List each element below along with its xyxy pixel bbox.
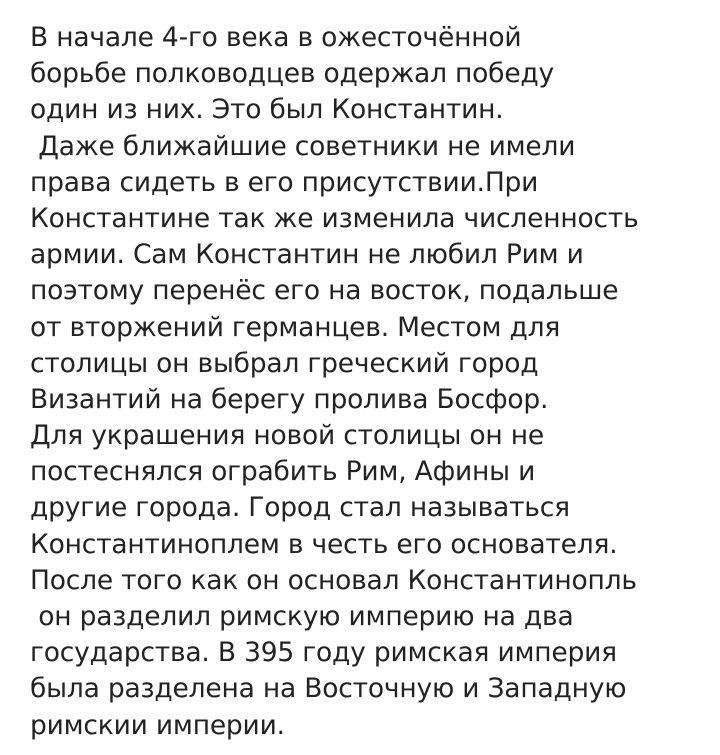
text-line: После того как он основал Константинопль bbox=[30, 564, 637, 596]
text-line: Византий на берегу пролива Босфор. bbox=[30, 383, 549, 415]
text-line: Для украшения новой столицы он не bbox=[30, 420, 544, 452]
text-line: римскии империи. bbox=[30, 709, 285, 741]
text-line: армии. Сам Константин не любил Рим и bbox=[30, 239, 584, 271]
text-line: Константиноплем в честь его основателя. bbox=[30, 528, 618, 560]
text-line: государства. В 395 году римская империя bbox=[30, 637, 617, 669]
text-line: Константине так же изменила численность bbox=[30, 202, 639, 234]
text-line: В начале 4-го века в ожесточённой bbox=[30, 22, 522, 53]
text-line: Даже ближайшие советники не имели bbox=[30, 130, 576, 162]
text-line: другие города. Город стал называться bbox=[30, 492, 570, 524]
text-line: права сидеть в его присутствии.При bbox=[30, 166, 539, 198]
text-line: была разделена на Восточную и Западную bbox=[30, 673, 627, 705]
history-text-paragraph bbox=[30, 20, 710, 744]
text-line: поэтому перенёс его на восток, подальше bbox=[30, 275, 619, 307]
text-line: столицы он выбрал греческий город bbox=[30, 347, 539, 379]
text-line: он разделил римскую империю на два bbox=[30, 601, 574, 632]
text-line: один из них. Это был Константин. bbox=[30, 94, 504, 126]
text-line: постеснялся ограбить Рим, Афины и bbox=[30, 456, 536, 488]
text-line: борьбе полководцев одержал победу bbox=[30, 58, 555, 90]
text-line: от вторжений германцев. Местом для bbox=[30, 311, 561, 343]
